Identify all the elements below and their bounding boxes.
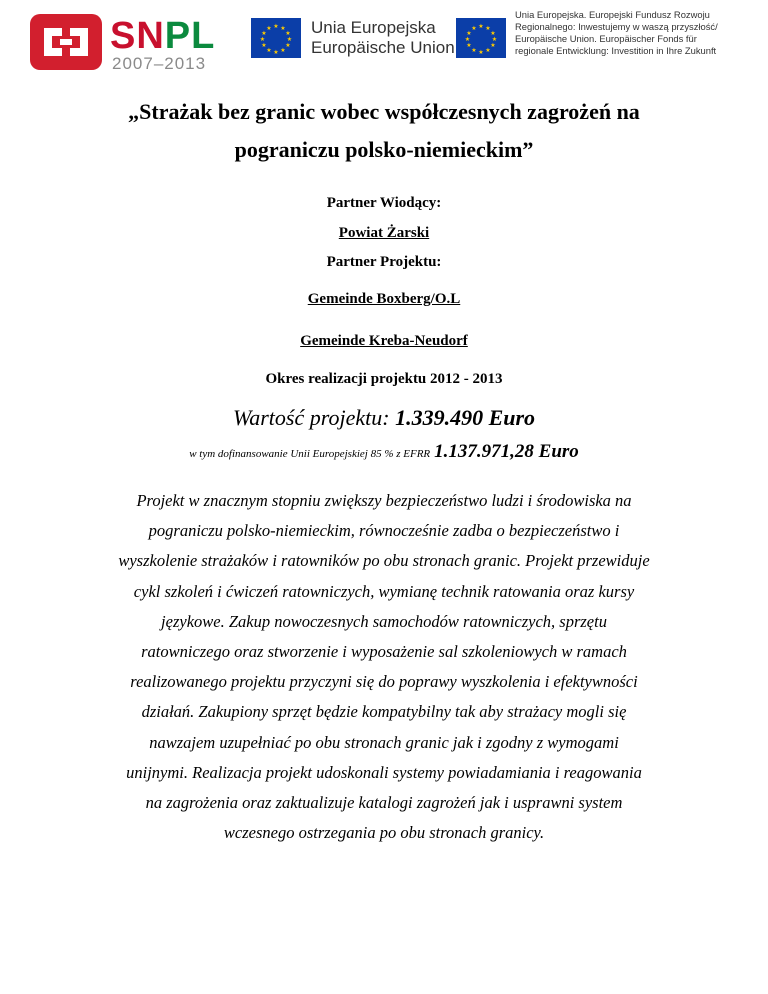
svg-text:★: ★ bbox=[266, 47, 272, 54]
svg-text:★: ★ bbox=[285, 42, 291, 49]
logo-header bbox=[0, 0, 768, 80]
description-line: nawzajem uzupełniać po obu stronach granic jak i zgodny z wymogami bbox=[149, 732, 619, 752]
eu-union-label bbox=[311, 18, 455, 58]
svg-text:★: ★ bbox=[280, 47, 286, 54]
project-value-amount: 1.339.490 Euro bbox=[395, 405, 536, 430]
description-line: wczesnego ostrzegania po obu stronach granicy. bbox=[223, 823, 545, 843]
description-line: na zagrożenia oraz zaktualizuje katalogi zagrożeń jak i usprawni system bbox=[145, 793, 623, 813]
svg-text:★: ★ bbox=[285, 30, 291, 37]
eu-fund-line: Europäische Union. Europäischer Fonds für bbox=[515, 33, 697, 44]
document-title bbox=[60, 93, 708, 169]
svg-text:★: ★ bbox=[478, 49, 484, 56]
project-description bbox=[78, 486, 690, 848]
lead-partner-label: Partner Wiodący: bbox=[326, 195, 442, 211]
snpl-years: 2007–2013 bbox=[112, 54, 207, 73]
description-line: wyszkolenie strażaków i ratowników po obu stronach granic. Projekt przewiduje bbox=[118, 551, 650, 571]
svg-text:★: ★ bbox=[261, 30, 267, 37]
svg-text:★: ★ bbox=[491, 36, 498, 43]
snpl-emblem-icon bbox=[30, 14, 102, 70]
svg-text:★: ★ bbox=[478, 23, 484, 30]
cofinancing-amount: 1.137.971,28 Euro bbox=[434, 441, 579, 462]
snpl-wordmark: SNPL bbox=[110, 15, 216, 57]
project-period: Okres realizacji projektu 2012 - 2013 bbox=[265, 371, 503, 387]
project-partner-name: Gemeinde Boxberg/O.L bbox=[307, 291, 461, 307]
eu-flag-icon bbox=[456, 18, 506, 58]
svg-text:★: ★ bbox=[286, 36, 293, 43]
snpl-logo bbox=[26, 8, 238, 78]
svg-text:★: ★ bbox=[485, 25, 491, 32]
title-line-2: pograniczu polsko-niemieckim” bbox=[234, 137, 534, 162]
svg-text:★: ★ bbox=[471, 25, 477, 32]
eu-union-line-2: Europäische Union bbox=[311, 38, 455, 57]
cofinancing-label: w tym dofinansowanie Unii Europejskiej 85 % z EFRR bbox=[189, 448, 431, 460]
description-line: pograniczu polsko-niemieckim, równocześnie zadba o bezpieczeństwo i bbox=[148, 521, 620, 541]
svg-text:★: ★ bbox=[466, 42, 472, 49]
svg-text:★: ★ bbox=[266, 25, 272, 32]
svg-text:★: ★ bbox=[273, 49, 279, 56]
project-value-label: Wartość projektu: bbox=[232, 405, 390, 430]
eu-fund-label bbox=[515, 9, 765, 57]
svg-text:★: ★ bbox=[464, 36, 471, 43]
svg-text:★: ★ bbox=[466, 30, 472, 37]
cofinancing bbox=[0, 441, 768, 463]
project-partner-name: Gemeinde Kreba-Neudorf bbox=[300, 333, 468, 349]
description-line: działań. Zakupiony sprzęt będzie kompatybilny tak aby strażacy mogli się bbox=[141, 702, 627, 722]
svg-text:★: ★ bbox=[261, 42, 267, 49]
svg-text:★: ★ bbox=[273, 23, 279, 30]
svg-text:★: ★ bbox=[280, 25, 286, 32]
description-line: unijnymi. Realizacja projekt udoskonali systemy powiadamiania i reagowania bbox=[126, 762, 642, 782]
svg-text:★: ★ bbox=[259, 36, 266, 43]
description-line: realizowanego projektu przyczyni się do poprawy wyszkolenia i efektywności bbox=[130, 672, 638, 692]
description-line: cykl szkoleń i ćwiczeń ratowniczych, wymianę technik ratowania oraz kursy bbox=[133, 581, 635, 601]
svg-text:★: ★ bbox=[471, 47, 477, 54]
project-value bbox=[0, 405, 768, 431]
description-line: Projekt w znacznym stopniu zwiększy bezpieczeństwo ludzi i środowiska na bbox=[136, 491, 632, 510]
lead-partner-name: Powiat Żarski bbox=[338, 225, 430, 241]
svg-text:★: ★ bbox=[490, 30, 496, 37]
eu-union-line-1: Unia Europejska bbox=[311, 18, 436, 37]
project-partner-label: Partner Projektu: bbox=[326, 254, 442, 270]
title-line-1: „Strażak bez granic wobec współczesnych zagrożeń na bbox=[128, 99, 640, 124]
svg-text:★: ★ bbox=[490, 42, 496, 49]
svg-text:★: ★ bbox=[485, 47, 491, 54]
eu-fund-line: Unia Europejska. Europejski Fundusz Rozwoju bbox=[515, 9, 710, 20]
description-line: językowe. Zakup nowoczesnych samochodów ratowniczych, sprzętu bbox=[161, 611, 607, 631]
eu-fund-line: Regionalnego: Inwestujemy w waszą przyszłość/ bbox=[515, 21, 718, 32]
description-line: ratowniczego oraz stworzenie i wyposażenie sal szkoleniowych w ramach bbox=[141, 642, 627, 662]
eu-flag-icon bbox=[251, 18, 301, 58]
eu-fund-line: regionale Entwicklung: Investition in Ihre Zukunft bbox=[515, 45, 717, 56]
